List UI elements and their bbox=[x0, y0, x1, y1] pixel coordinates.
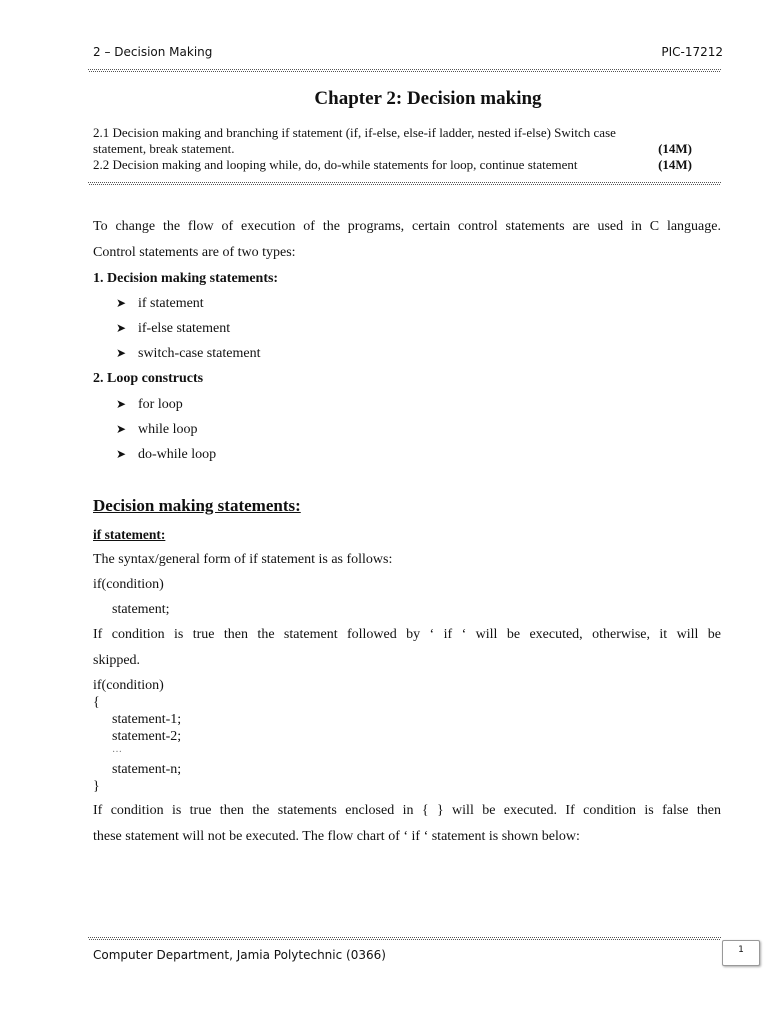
footer-text: Computer Department, Jamia Polytechnic (0366) bbox=[93, 948, 386, 962]
code-line: statement; bbox=[112, 602, 170, 617]
list-item: ➤ while loop bbox=[116, 422, 198, 437]
intro-line-1: To change the flow of execution of the programs, certain control statements are used in C language. bbox=[93, 219, 721, 234]
arrow-bullet-icon: ➤ bbox=[116, 447, 127, 461]
paragraph-1-line-2: skipped. bbox=[93, 653, 141, 668]
list-item: ➤ do-while loop bbox=[116, 447, 217, 462]
list-item: ➤ switch-case statement bbox=[116, 346, 261, 361]
intro-line-2: Control statements are of two types: bbox=[93, 245, 296, 260]
syllabus-line-2: statement, break statement. bbox=[93, 141, 235, 156]
code-line: } bbox=[93, 779, 100, 794]
list-item: ➤ if-else statement bbox=[116, 321, 231, 336]
list-heading-decision: 1. Decision making statements: bbox=[93, 271, 279, 286]
list-item: ➤ if statement bbox=[116, 296, 204, 311]
syllabus-line-3: 2.2 Decision making and looping while, do, do-while statements for loop, continue statement bbox=[93, 157, 578, 172]
paragraph-1-line-1: If condition is true then the statement followed by ‘ if ‘ will be executed, otherwise, it will be bbox=[93, 627, 721, 642]
paragraph-2-line-2: these statement will not be executed. The flow chart of ‘ if ‘ statement is shown below: bbox=[93, 829, 580, 844]
code-line: statement-2; bbox=[112, 729, 182, 744]
arrow-bullet-icon: ➤ bbox=[116, 346, 127, 360]
footer-divider bbox=[88, 937, 721, 941]
header-course-code: PIC-17212 bbox=[661, 45, 723, 59]
syllabus-marks-2: (14M) bbox=[658, 157, 692, 172]
code-ellipsis: … bbox=[112, 744, 122, 755]
code-line: statement-1; bbox=[112, 712, 182, 727]
syllabus-divider bbox=[88, 182, 721, 187]
paragraph-2-line-1: If condition is true then the statements enclosed in { } will be executed. If condition is false then bbox=[93, 803, 721, 818]
subsection-title: if statement: bbox=[93, 527, 166, 542]
list-item: ➤ for loop bbox=[116, 397, 183, 412]
arrow-bullet-icon: ➤ bbox=[116, 296, 127, 310]
list-heading-loop: 2. Loop constructs bbox=[93, 371, 204, 386]
page-number: 1 bbox=[722, 940, 760, 966]
code-line: if(condition) bbox=[93, 577, 164, 592]
syntax-intro: The syntax/general form of if statement is as follows: bbox=[93, 552, 393, 567]
arrow-bullet-icon: ➤ bbox=[116, 321, 127, 335]
arrow-bullet-icon: ➤ bbox=[116, 422, 127, 436]
chapter-title: Chapter 2: Decision making bbox=[314, 88, 542, 109]
section-title: Decision making statements: bbox=[93, 496, 301, 515]
syllabus-line-1: 2.1 Decision making and branching if statement (if, if-else, else-if ladder, nested if-else) Switch case bbox=[93, 125, 616, 140]
code-line: statement-n; bbox=[112, 762, 182, 777]
syllabus-marks-1: (14M) bbox=[658, 141, 692, 156]
arrow-bullet-icon: ➤ bbox=[116, 397, 127, 411]
header-chapter-label: 2 – Decision Making bbox=[93, 45, 213, 59]
code-line: if(condition) bbox=[93, 678, 164, 693]
header-divider bbox=[88, 69, 721, 73]
code-line: { bbox=[93, 695, 100, 710]
